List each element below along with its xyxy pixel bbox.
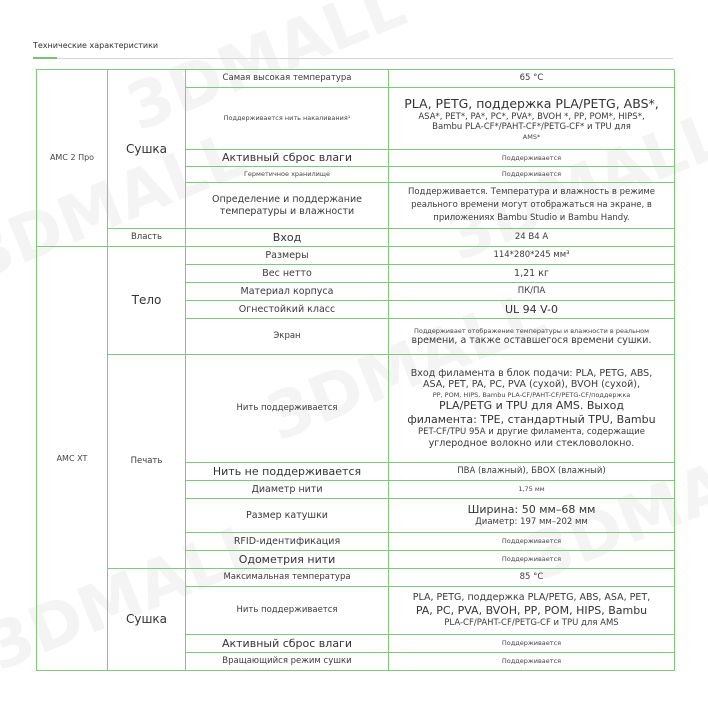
page-title: Технические характеристики	[33, 41, 159, 50]
row-value: Поддерживается	[389, 533, 675, 551]
row-label: Нить не поддерживается	[186, 463, 389, 481]
table-row	[37, 70, 675, 88]
row-value: 65 °C	[389, 70, 675, 88]
table-row	[37, 569, 675, 587]
row-value-line: PLA-CF/PAHT-CF/PETG-CF и TPU для AMS	[444, 618, 619, 628]
row-value-line: PLA/PETG и TPU для AMS. Выход	[439, 399, 624, 413]
row-value-line: времени, а также оставшегося времени сушки.	[411, 334, 652, 346]
section-label: Сушка	[108, 70, 186, 229]
row-value: 114*280*245 мм³	[389, 247, 675, 265]
row-value	[389, 88, 675, 150]
row-value: Поддерживается. Температура и влажность в режиме реального времени могут отображаться на экране, в приложениях Bambu Studio и Bambu Handy.	[389, 183, 675, 229]
row-value-line: PA, PC, PVA, BVOH, PP, POM, HIPS, Bambu	[415, 604, 648, 618]
row-label: Размер катушки	[186, 499, 389, 533]
table-row	[37, 229, 675, 247]
row-value-line: Ширина: 50 мм–68 мм	[467, 503, 596, 517]
row-label: Поддерживается нить накаливания¹	[186, 88, 389, 150]
row-value: UL 94 V-0	[389, 301, 675, 319]
row-value: Поддерживается	[389, 551, 675, 569]
row-value: Поддерживается	[389, 635, 675, 653]
row-label: Экран	[186, 319, 389, 355]
row-label: Самая высокая температура	[186, 70, 389, 88]
row-label: Герметичное хранилище	[186, 167, 389, 183]
row-value-line: PLA, PETG, поддержка PLA/PETG, ABS, ASA, PET,	[412, 592, 651, 604]
row-value-line: Поддерживает отображение температуры и влажности в реальном	[413, 326, 650, 335]
row-value-line: PET-CF/TPU 95A и другие филамента, содержащие	[418, 426, 645, 437]
row-value-line: ASA, PET, PA, PC, PVA (сухой), BVOH (сухой),	[422, 379, 640, 391]
row-value: 24 В4 А	[389, 229, 675, 247]
row-label: Нить поддерживается	[186, 587, 389, 635]
row-value	[389, 355, 675, 463]
row-value-line: PLA, PETG, поддержка PLA/PETG, ABS*,	[404, 96, 659, 111]
row-value-line: Диаметр: 197 мм–202 мм	[475, 517, 588, 528]
row-label: Огнестойкий класс	[186, 301, 389, 319]
row-value	[389, 587, 675, 635]
spec-table	[36, 69, 675, 671]
row-value: Поддерживается	[389, 653, 675, 671]
group-label: АМС 2 Про	[37, 70, 108, 247]
group-label: АМС ХТ	[37, 247, 108, 671]
row-value-line: PP, POM, HIPS, Bambu PLA-CF/PAHT-CF/PETG-CF/поддержка	[432, 391, 631, 400]
row-label: Активный сброс влаги	[186, 150, 389, 167]
section-label: Власть	[108, 229, 186, 247]
table-row	[37, 355, 675, 463]
row-value-line: AMS*	[522, 132, 541, 141]
row-label: Вес нетто	[186, 265, 389, 283]
row-label: RFID-идентификация	[186, 533, 389, 551]
row-value-line: Вход филамента в блок подачи: PLA, PETG, ABS,	[410, 367, 653, 379]
row-label: Максимальная температура	[186, 569, 389, 587]
row-label: Диаметр нити	[186, 481, 389, 499]
row-value-line: ASA*, PET*, PA*, PC*, PVA*, BVOH *, PP, POM*, HIPS*,	[418, 111, 645, 122]
row-value: ПК/ПА	[389, 283, 675, 301]
row-value: 85 °C	[389, 569, 675, 587]
row-label: Активный сброс влаги	[186, 635, 389, 653]
section-label: Печать	[108, 355, 186, 569]
row-value	[389, 319, 675, 355]
title-divider	[33, 58, 673, 59]
row-label: Вращающийся режим сушки	[186, 653, 389, 671]
row-value: 1,75 мм	[389, 481, 675, 499]
row-value-line: филамента: TPE, стандартный TPU, Bambu	[407, 413, 656, 427]
row-value: Поддерживается	[389, 150, 675, 167]
row-label: Вход	[186, 229, 389, 247]
row-label: Определение и поддержание температуры и влажности	[186, 183, 389, 229]
row-value: ПВА (влажный), БВОХ (влажный)	[389, 463, 675, 481]
table-row	[37, 247, 675, 265]
row-label: Нить поддерживается	[186, 355, 389, 463]
section-label: Тело	[108, 247, 186, 355]
row-label: Материал корпуса	[186, 283, 389, 301]
title-accent	[33, 57, 57, 59]
section-label: Сушка	[108, 569, 186, 671]
row-value-line: Bambu PLA-CF*/PAHT-CF*/PETG-CF* и TPU для	[432, 122, 631, 133]
row-value	[389, 499, 675, 533]
row-label: Одометрия нити	[186, 551, 389, 569]
row-value: Поддерживается	[389, 167, 675, 183]
row-label: Размеры	[186, 247, 389, 265]
row-value-line: углеродное волокно или стекловолокно.	[428, 437, 635, 449]
row-value: 1,21 кг	[389, 265, 675, 283]
